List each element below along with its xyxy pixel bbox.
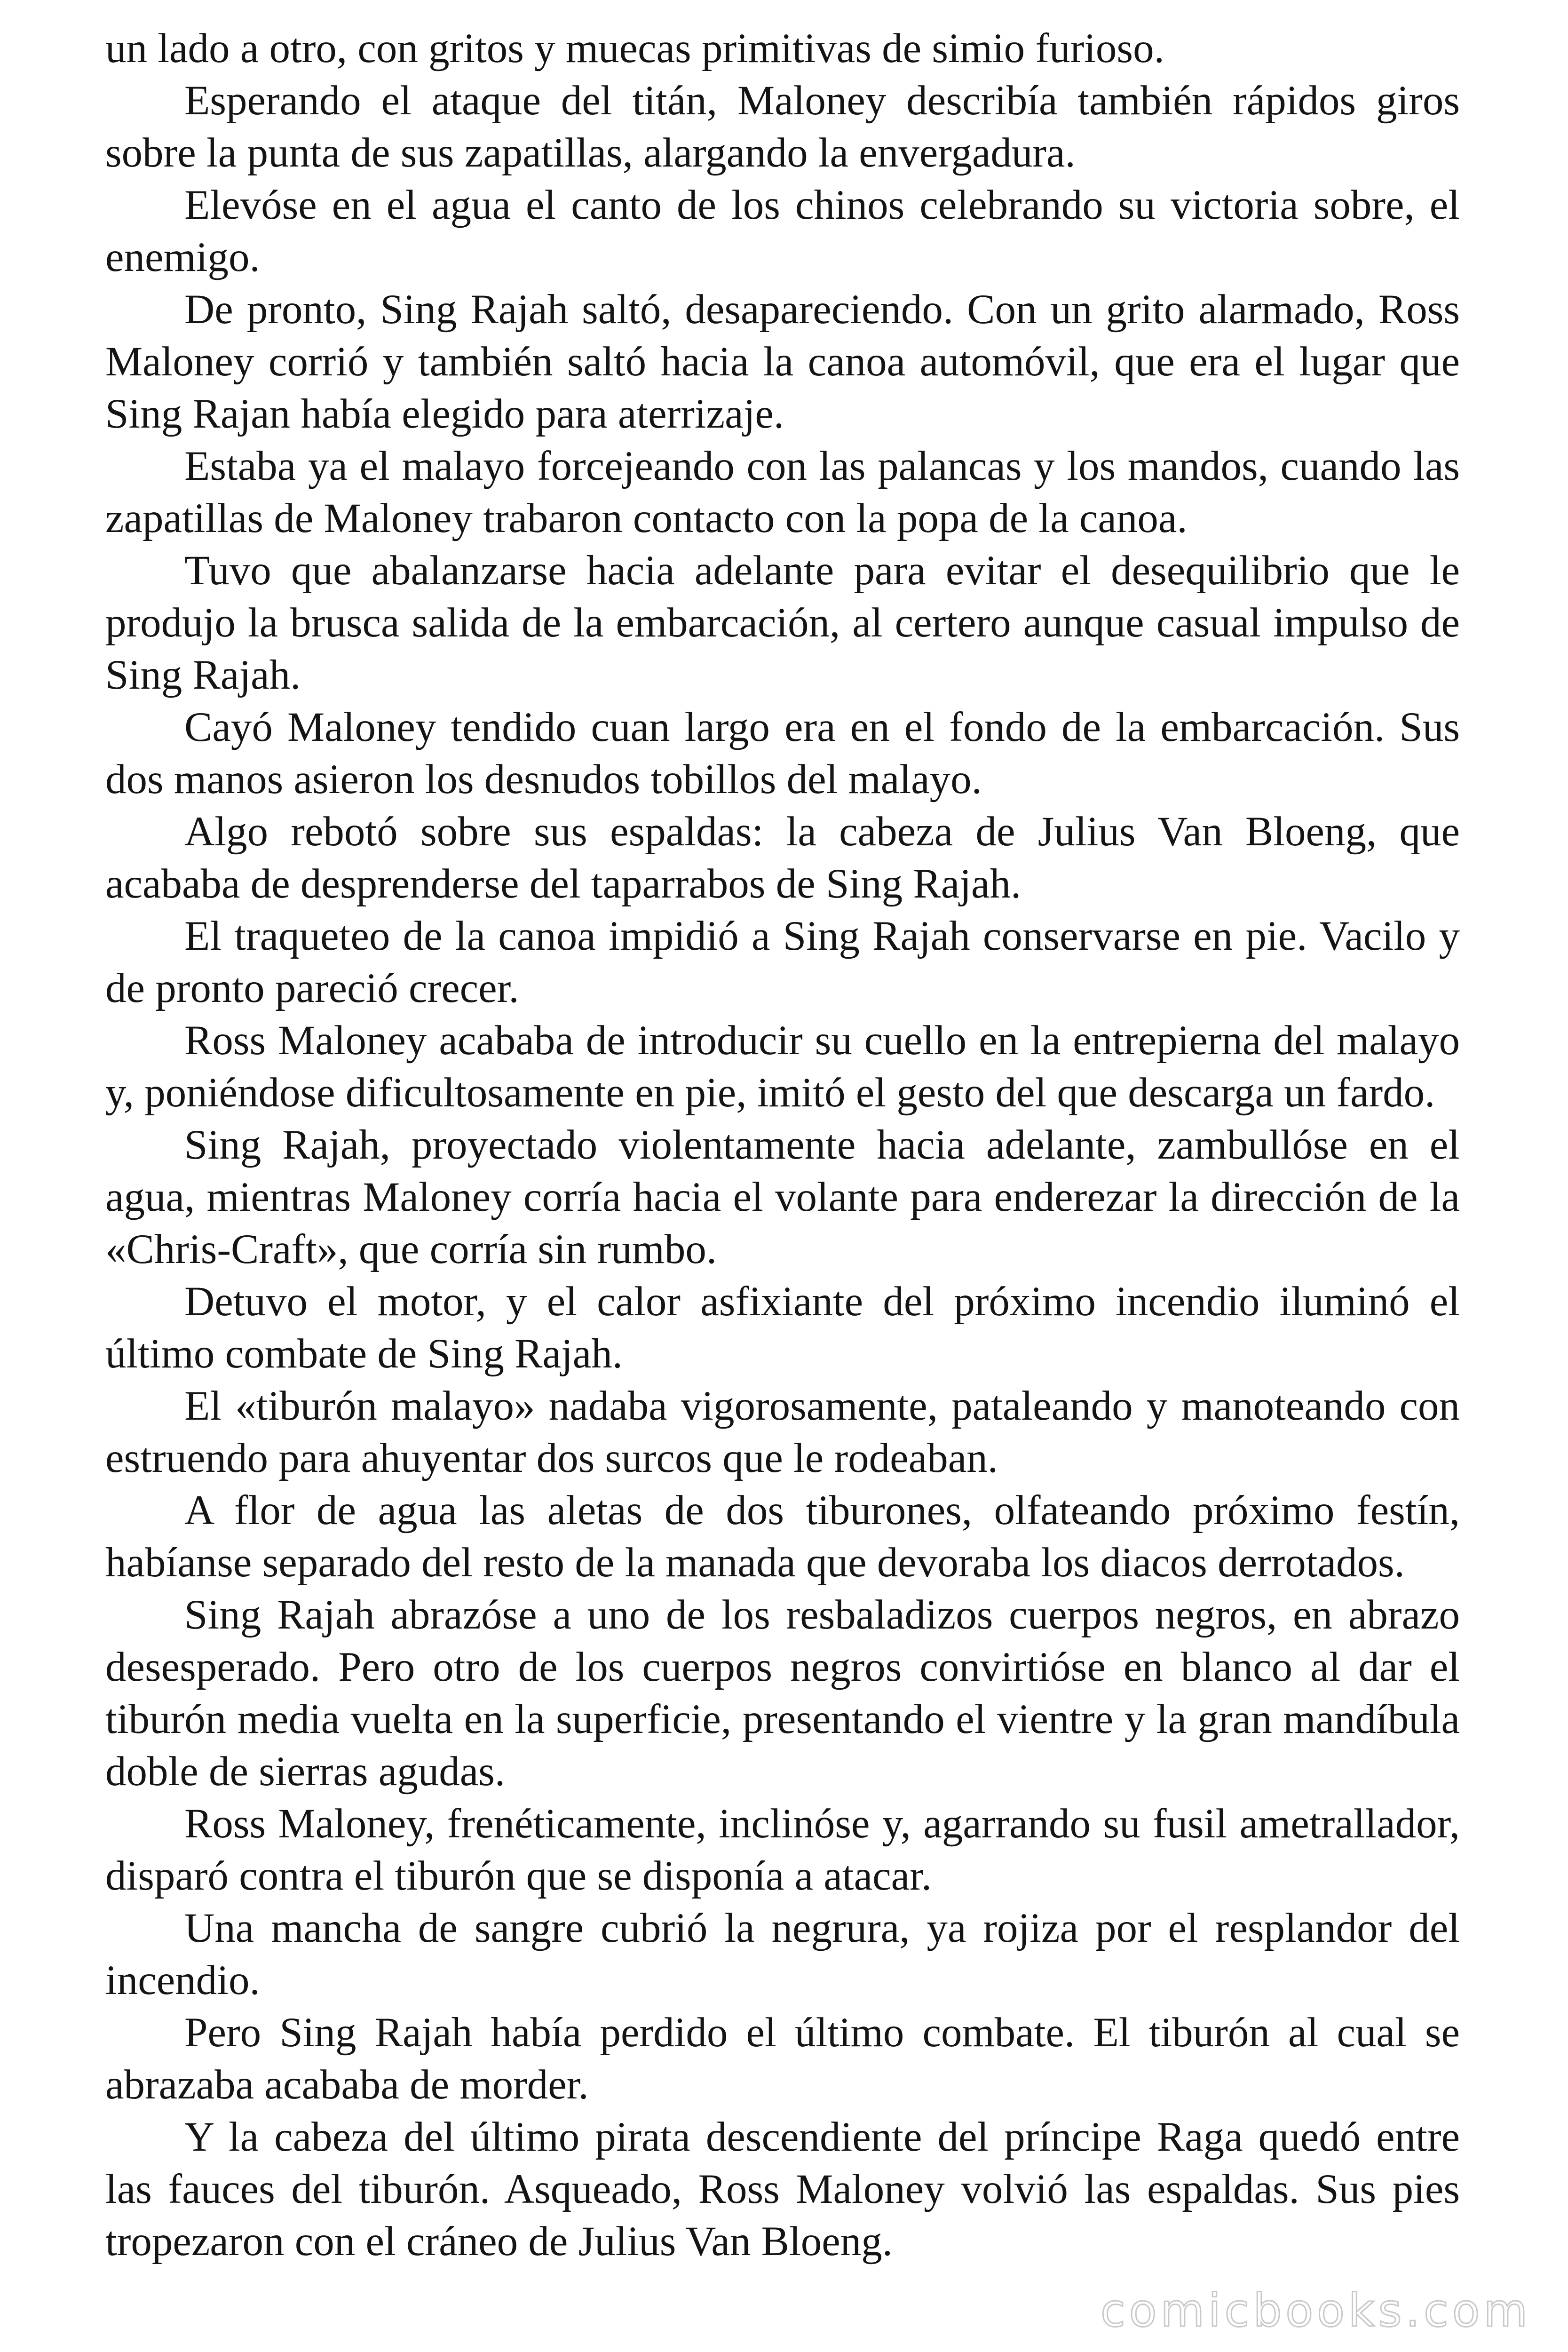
- paragraph: Elevóse en el agua el canto de los chinos celebrando su victoria sobre, el enemigo.: [105, 182, 1460, 280]
- paragraph: Sing Rajah abrazóse a uno de los resbaladizos cuerpos negros, en abrazo desesperado. Pero otro de los cuerpos negros convirtióse en blanco al dar el tiburón media vuelta en la superficie, presentando el vientre y la gran mandíbula doble de sierras agudas.: [105, 1592, 1460, 1795]
- paragraph: Esperando el ataque del titán, Maloney describía también rápidos giros sobre la punta de sus zapatillas, alargando la envergadura.: [105, 78, 1460, 176]
- paragraph: Detuvo el motor, y el calor asfixiante del próximo incendio iluminó el último combate de Sing Rajah.: [105, 1279, 1460, 1377]
- paragraph: Algo rebotó sobre sus espaldas: la cabeza de Julius Van Bloeng, que acababa de desprenderse del taparrabos de Sing Rajah.: [105, 809, 1460, 907]
- paragraph: Tuvo que abalanzarse hacia adelante para evitar el desequilibrio que le produjo la brusca salida de la embarcación, al certero aunque casual impulso de Sing Rajah.: [105, 548, 1460, 698]
- paragraph: A flor de agua las aletas de dos tiburones, olfateando próximo festín, habíanse separado del resto de la manada que devoraba los diacos derrotados.: [105, 1487, 1460, 1586]
- paragraph: Una mancha de sangre cubrió la negrura, ya rojiza por el resplandor del incendio.: [105, 1905, 1460, 2003]
- paragraph: Ross Maloney acababa de introducir su cuello en la entrepierna del malayo y, poniéndose dificultosamente en pie, imitó el gesto del que descarga un fardo.: [105, 1017, 1460, 1116]
- paragraph: Sing Rajah, proyectado violentamente hacia adelante, zambullóse en el agua, mientras Maloney corría hacia el volante para enderezar la dirección de la «Chris-Craft», que corría sin rumbo.: [105, 1122, 1460, 1272]
- paragraph: Estaba ya el malayo forcejeando con las palancas y los mandos, cuando las zapatillas de Maloney trabaron contacto con la popa de la canoa.: [105, 443, 1460, 541]
- paragraph: un lado a otro, con gritos y muecas primitivas de simio furioso.: [105, 25, 1164, 72]
- paragraph: Ross Maloney, frenéticamente, inclinóse y, agarrando su fusil ametrallador, disparó contra el tiburón que se disponía a atacar.: [105, 1801, 1460, 1899]
- paragraph: Pero Sing Rajah había perdido el último combate. El tiburón al cual se abrazaba acababa de morder.: [105, 2010, 1460, 2108]
- paragraph: De pronto, Sing Rajah saltó, desapareciendo. Con un grito alarmado, Ross Maloney corrió y también saltó hacia la canoa automóvil, que era el lugar que Sing Rajan había elegido para aterrizaje.: [105, 286, 1460, 437]
- paragraph: Cayó Maloney tendido cuan largo era en el fondo de la embarcación. Sus dos manos asieron los desnudos tobillos del malayo.: [105, 704, 1460, 803]
- paragraph: Y la cabeza del último pirata descendiente del príncipe Raga quedó entre las fauces del tiburón. Asqueado, Ross Maloney volvió las espaldas. Sus pies tropezaron con el cráneo de Julius Van Bloeng.: [105, 2114, 1460, 2265]
- paragraph: El traqueteo de la canoa impidió a Sing Rajah conservarse en pie. Vacilo y de pronto pareció crecer.: [105, 913, 1460, 1011]
- paragraph: El «tiburón malayo» nadaba vigorosamente, pataleando y manoteando con estruendo para ahuyentar dos surcos que le rodeaban.: [105, 1383, 1460, 1481]
- watermark: comicbooks.com: [1100, 2284, 1531, 2337]
- document-page: [105, 23, 1460, 2268]
